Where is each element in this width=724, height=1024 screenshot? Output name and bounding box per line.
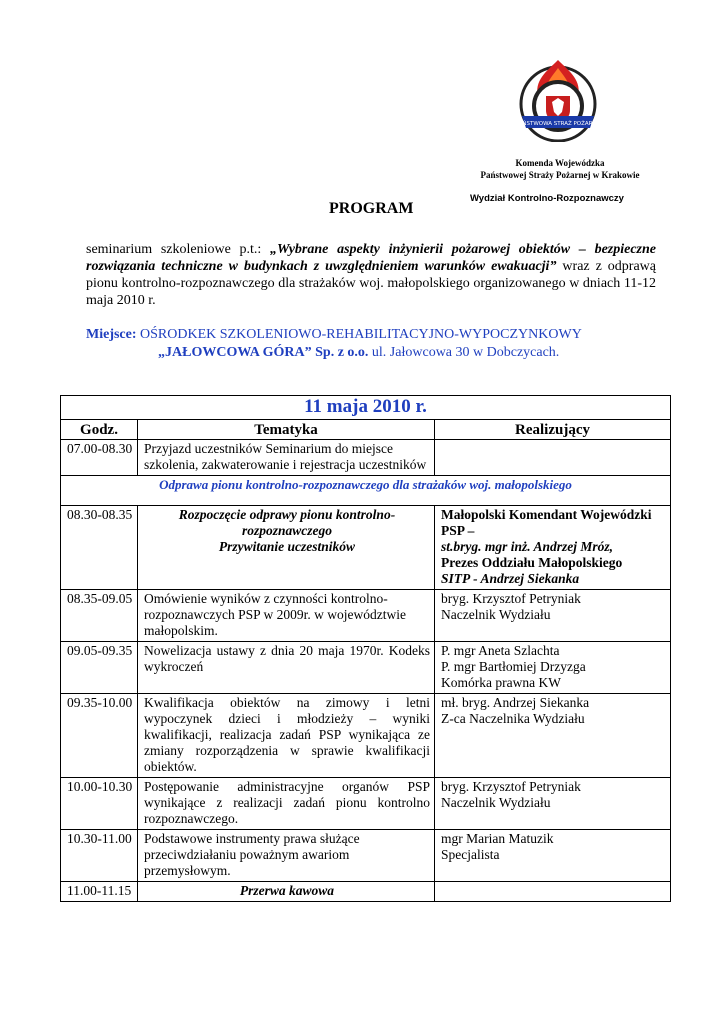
row-speaker bbox=[435, 882, 671, 902]
schedule-date: 11 maja 2010 r. bbox=[61, 396, 671, 420]
row-topic: Nowelizacja ustawy z dnia 20 maja 1970r. Kodeks wykroczeń bbox=[138, 642, 435, 694]
table-row bbox=[61, 778, 671, 830]
row-speaker-line: P. mgr Aneta Szlachta bbox=[441, 643, 560, 658]
venue-block bbox=[86, 326, 656, 362]
row-speaker-line: bryg. Krzysztof Petryniak bbox=[441, 591, 581, 606]
row-speaker-line: Naczelnik Wydziału bbox=[441, 795, 551, 810]
date-row bbox=[61, 396, 671, 420]
table-row bbox=[61, 642, 671, 694]
row-topic: Omówienie wyników z czynności kontrolno-rozpoznawczych PSP w 2009r. w województwie małopolskim. bbox=[138, 590, 435, 642]
row-speaker-line: st.bryg. mgr inż. Andrzej Mróz, bbox=[441, 539, 614, 554]
row-time: 11.00-11.15 bbox=[61, 882, 138, 902]
intro-paragraph bbox=[86, 241, 656, 309]
col-header-topic: Tematyka bbox=[138, 420, 435, 440]
row-speaker-line: Naczelnik Wydziału bbox=[441, 607, 551, 622]
row-speaker bbox=[435, 590, 671, 642]
org-name-line1: Komenda Wojewódzka bbox=[515, 158, 605, 168]
table-row bbox=[61, 694, 671, 778]
row-topic bbox=[138, 506, 435, 590]
row-speaker-line: Z-ca Naczelnika Wydziału bbox=[441, 711, 585, 726]
logo-text: PAŃSTWOWA STRAŻ POŻARNA bbox=[516, 121, 600, 127]
col-header-speaker: Realizujący bbox=[435, 420, 671, 440]
table-row bbox=[61, 830, 671, 882]
venue-address: ul. Jałowcowa 30 w Dobczycach. bbox=[368, 345, 560, 360]
row-speaker-line: P. mgr Bartłomiej Drzyzga bbox=[441, 659, 586, 674]
section-subheading: Odprawa pionu kontrolno-rozpoznawczego dla strażaków woj. małopolskiego bbox=[61, 476, 671, 506]
table-row bbox=[61, 590, 671, 642]
row-topic-line: Rozpoczęcie odprawy pionu kontrolno-rozpoznawczego bbox=[178, 507, 396, 538]
intro-suffix: wraz z odprawą pionu kontrolno-rozpoznawczego dla strażaków woj. małopolskiego organizowanego w dniach 11-12 maja 2010 r. bbox=[86, 259, 656, 308]
row-speaker-line: mł. bryg. Andrzej Siekanka bbox=[441, 695, 590, 710]
row-time: 09.35-10.00 bbox=[61, 694, 138, 778]
row-time: 09.05-09.35 bbox=[61, 642, 138, 694]
col-header-time: Godz. bbox=[61, 420, 138, 440]
schedule-table bbox=[60, 395, 671, 902]
row-speaker-line: Specjalista bbox=[441, 847, 500, 862]
table-row bbox=[61, 882, 671, 902]
row-topic-line: Przywitanie uczestników bbox=[218, 539, 356, 554]
row-speaker bbox=[435, 778, 671, 830]
row-time: 10.00-10.30 bbox=[61, 778, 138, 830]
row-topic: Postępowanie administracyjne organów PSP wynikające z realizacji zadań pionu kontrolno rozpoznawczego. bbox=[138, 778, 435, 830]
row-topic: Przerwa kawowa bbox=[138, 882, 435, 902]
subheading-row bbox=[61, 476, 671, 506]
row-speaker-line: SITP - Andrzej Siekanka bbox=[441, 571, 580, 586]
row-speaker bbox=[435, 440, 671, 476]
row-speaker bbox=[435, 506, 671, 590]
row-speaker bbox=[435, 830, 671, 882]
row-speaker bbox=[435, 694, 671, 778]
table-row bbox=[61, 506, 671, 590]
venue-name-line1: OŚRODKEK SZKOLENIOWO-REHABILITACYJNO-WYPOCZYNKOWY bbox=[136, 327, 582, 342]
venue-name-line2: „JAŁOWCOWA GÓRA” Sp. z o.o. bbox=[158, 345, 369, 360]
venue-label: Miejsce: bbox=[86, 327, 137, 342]
fire-service-logo bbox=[516, 58, 600, 142]
row-speaker-line: Małopolski Komendant Wojewódzki PSP – bbox=[441, 507, 652, 538]
row-speaker-line: mgr Marian Matuzik bbox=[441, 831, 554, 846]
row-time: 10.30-11.00 bbox=[61, 830, 138, 882]
intro-prefix: seminarium szkoleniowe p.t.: bbox=[86, 242, 271, 257]
row-time: 08.30-08.35 bbox=[61, 506, 138, 590]
table-row bbox=[61, 440, 671, 476]
row-speaker-line: Komórka prawna KW bbox=[441, 675, 561, 690]
row-topic: Przyjazd uczestników Seminarium do miejsce szkolenia, zakwaterowanie i rejestracja uczestników bbox=[138, 440, 435, 476]
row-speaker-line: Prezes Oddziału Małopolskiego bbox=[441, 555, 623, 570]
document-title: PROGRAM bbox=[329, 200, 414, 217]
department-name: Wydział Kontrolno-Rozpoznawczy bbox=[470, 193, 624, 204]
org-name-line2: Państwowej Straży Pożarnej w Krakowie bbox=[480, 170, 640, 180]
row-time: 08.35-09.05 bbox=[61, 590, 138, 642]
row-speaker-line: bryg. Krzysztof Petryniak bbox=[441, 779, 581, 794]
header-row bbox=[61, 420, 671, 440]
row-time: 07.00-08.30 bbox=[61, 440, 138, 476]
intro-topic: „Wybrane aspekty inżynierii pożarowej obiektów – bezpieczne rozwiązania techniczne w budynkach z uwzględnieniem warunków ewakuacji” bbox=[86, 242, 657, 274]
row-speaker bbox=[435, 642, 671, 694]
row-topic: Podstawowe instrumenty prawa służące przeciwdziałaniu poważnym awariom przemysłowym. bbox=[138, 830, 435, 882]
row-topic: Kwalifikacja obiektów na zimowy i letni wypoczynek dzieci i młodzieży – wyniki kwalifikacji, realizacja zadań PSP wynikająca ze zmiany rozporządzenia w sprawie kwalifikacji obiektów. bbox=[138, 694, 435, 778]
